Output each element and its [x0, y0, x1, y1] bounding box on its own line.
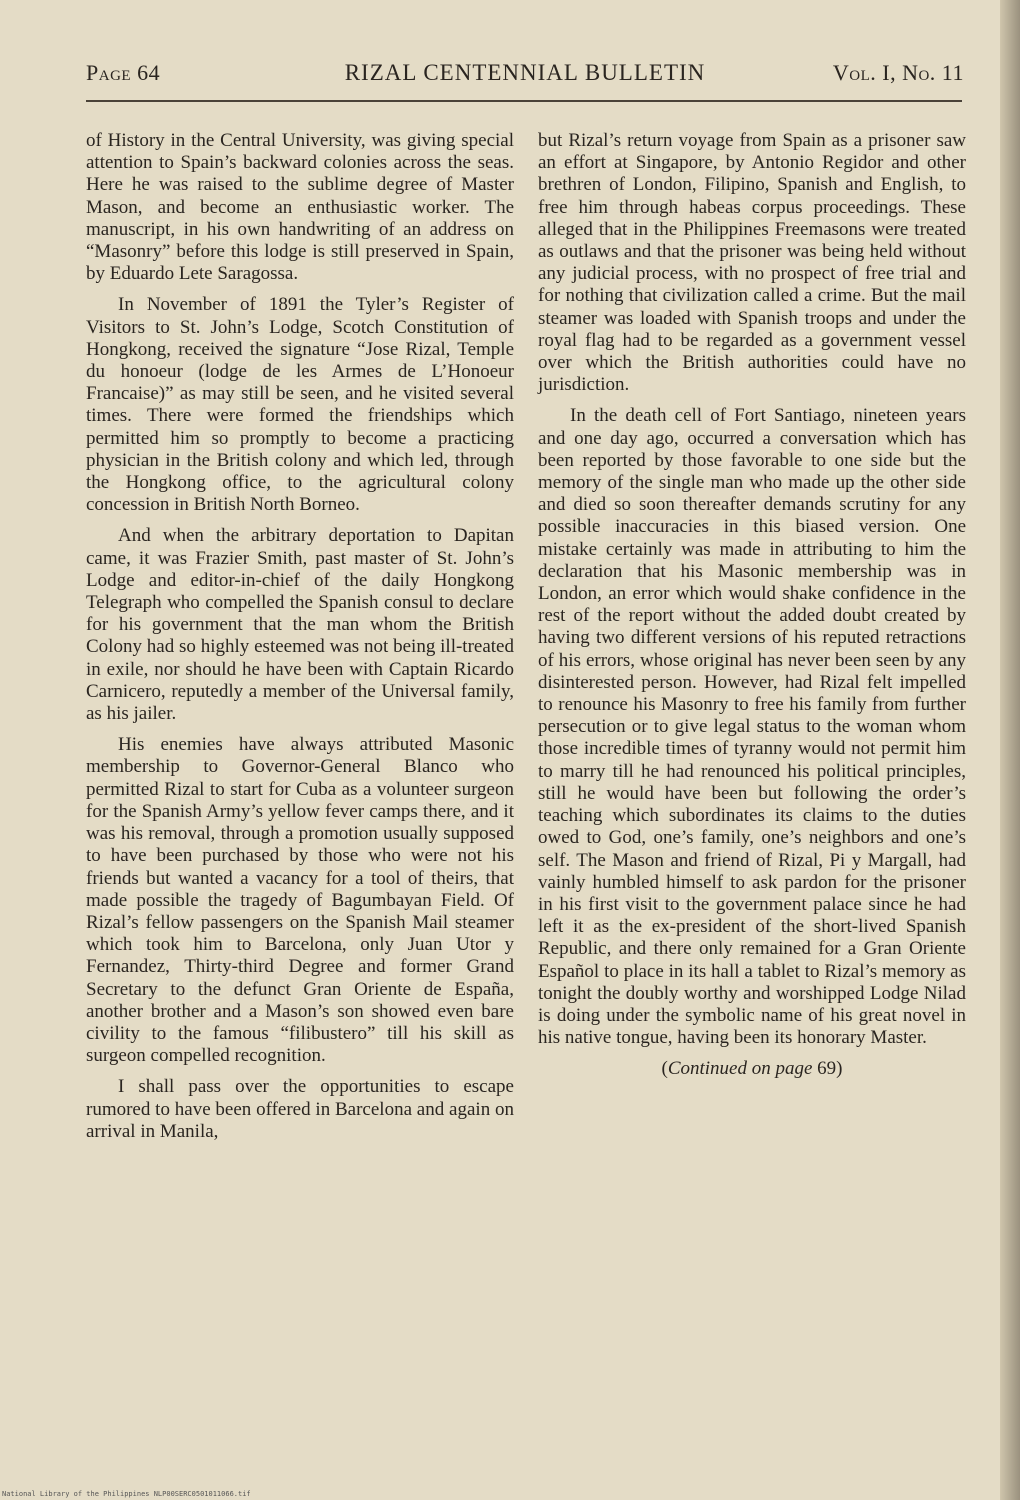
publication-title: RIZAL CENTENNIAL BULLETIN: [344, 60, 706, 85]
paragraph: And when the arbitrary deportation to Dapitan came, it was Frazier Smith, past master of St. John’s Lodge and editor-in-chief of the daily Hongkong Telegraph who compelled the Spanish consul to declare for his government that the man whom the British Colony had so highly esteemed was not being ill-treated in exile, nor should he have been with Captain Ricardo Carnicero, reputedly a member of the Universal family, as his jailer.: [86, 525, 514, 725]
continued-page: 69): [817, 1058, 843, 1080]
volume-issue: Vol. I, No. 11: [832, 60, 964, 85]
continued-note: (Continued on page 69): [661, 1058, 843, 1080]
right-column: [538, 130, 966, 1081]
paragraph: In November of 1891 the Tyler’s Register of Visitors to St. John’s Lodge, Scotch Constitution of Hongkong, received the signature “Jose Rizal, Temple du honoeur (lodge de les Armes de L’Honoeur Francaise)” as may still be seen, and he visited several times. There were formed the friendships which permitted him so promptly to become a practicing physician in the British colony and which led, through the Hongkong office, to the agricultural colony concession in British North Borneo.: [86, 294, 514, 516]
paragraph: I shall pass over the opportunities to escape rumored to have been offered in Barcelona and again on arrival in Manila,: [86, 1076, 514, 1142]
scan-footer: National Library of the Philippines NLP00SERC0501011066.tif: [2, 1490, 251, 1498]
paragraph: of History in the Central University, was giving special attention to Spain’s backward colonies across the seas. Here he was raised to the sublime degree of Master Mason, and become an enthusiastic worker. The manuscript, in his own handwriting of an address on “Masonry” before this lodge is still preserved in Spain, by Eduardo Lete Saragossa.: [86, 130, 514, 285]
paragraph: His enemies have always attributed Masonic membership to Governor-General Blanco who permitted Rizal to start for Cuba as a volunteer surgeon for the Spanish Army’s yellow fever camps there, and it was his removal, through a promotion usually supposed to have been purchased by those who were not his friends but wanted a vacancy for a tool of theirs, that made possible the tragedy of Bagumbayan Field. Of Rizal’s fellow passengers on the Spanish Mail steamer which took him to Barcelona, only Juan Utor y Fernandez, Thirty-third Degree and former Grand Secretary to the defunct Gran Oriente de España, another brother and a Mason’s son showed even bare civility to the famous “filibustero” till his skill as surgeon compelled recognition.: [86, 734, 514, 1067]
page-header: [86, 60, 964, 92]
page-number: Page 64: [86, 60, 161, 85]
paragraph: In the death cell of Fort Santiago, nineteen years and one day ago, occurred a conversation which has been reported by those favorable to one side but the memory of the single man who made up the other side and died so soon thereafter demands scrutiny for any possible inaccuracies in this biased version. One mistake certainly was made in attributing to him the declaration that his Masonic membership was in London, an error which would shake confidence in the rest of the report without the added doubt created by having two different versions of his reputed retractions of his errors, whose original has never been seen by any disinterested person. However, had Rizal felt impelled to renounce his Masonry to free his family from further persecution or to give legal status to the woman whom those incredible times of tyranny would not permit him to marry till he had renounced his political principles, still he would have been but following the order’s teaching which subordinates its claims to the duties owed to God, one’s family, one’s neighbors and one’s self. The Mason and friend of Rizal, Pi y Margall, had vainly humbled himself to ask pardon for the prisoner in his first visit to the government palace since he had left it as the ex-president of the short-lived Spanish Republic, and there only remained for a Gran Oriente Español to place in its hall a tablet to Rizal’s memory as tonight the doubly worthy and worshipped Lodge Nilad is doing under the symbolic name of his great novel in his native tongue, having been its honorary Master.: [538, 405, 966, 1049]
continued-text: Continued on page: [667, 1058, 813, 1080]
left-column: [86, 130, 514, 1152]
header-rule: [86, 100, 962, 102]
paragraph: but Rizal’s return voyage from Spain as a prisoner saw an effort at Singapore, by Antonio Regidor and other brethren of London, Filipino, Spanish and English, to free him through habeas corpus proceedings. These alleged that in the Philippines Freemasons were treated as outlaws and that the prisoner was being held without any judicial process, with no prospect of free trial and for nothing that civilization called a crime. But the mail steamer was loaded with Spanish troops and under the royal flag had to be regarded as a government vessel over which the British authorities could have no jurisdiction.: [538, 130, 966, 396]
page-spine-shadow: [1000, 0, 1020, 1500]
